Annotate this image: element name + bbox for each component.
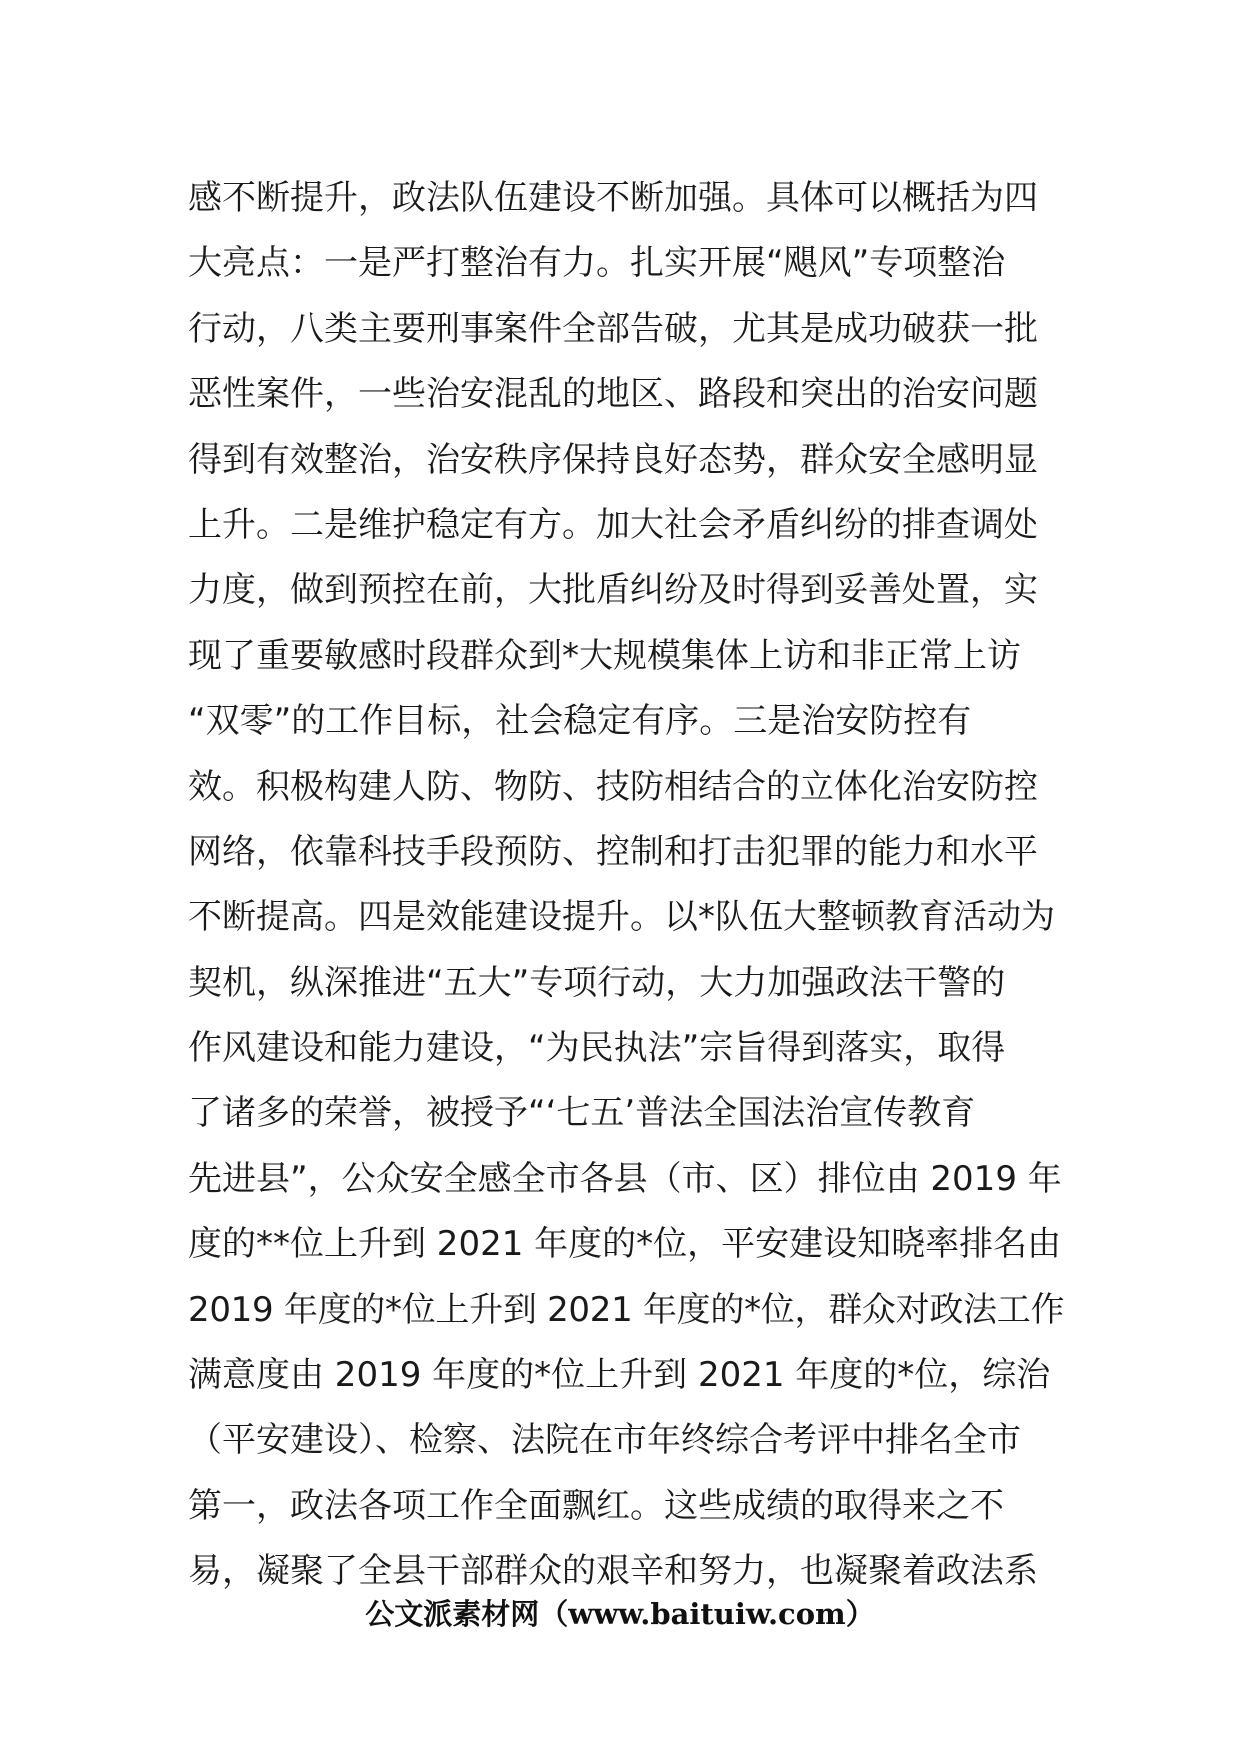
body-line: 上升。二是维护稳定有方。加大社会矛盾纠纷的排查调处 <box>188 504 1038 545</box>
body-line: 网络，依靠科技手段预防、控制和打击犯罪的能力和水平 <box>188 831 1038 872</box>
body-line: 先进县”，公众安全感全市各县（市、区）排位由 2019 年 <box>188 1158 1062 1199</box>
body-line: 现了重要敏感时段群众到*大规模集体上访和非正常上访 <box>188 635 1021 676</box>
body-line: 得到有效整治，治安秩序保持良好态势，群众安全感明显 <box>188 439 1038 480</box>
body-line: 第一，政法各项工作全面飘红。这些成绩的取得来之不 <box>188 1485 1004 1526</box>
body-line: 2019 年度的*位上升到 2021 年度的*位，群众对政法工作 <box>188 1289 1065 1330</box>
body-line: 作风建设和能力建设，“为民执法”宗旨得到落实，取得 <box>188 1028 1006 1069</box>
page-footer-watermark: 公文派素材网（www.baituiw.com） <box>365 1597 875 1631</box>
body-line: 度的**位上升到 2021 年度的*位，平安建设知晓率排名由 <box>188 1224 1062 1265</box>
document-body <box>188 166 1064 1605</box>
body-line: 了诸多的荣誉，被授予“‘七五’普法全国法治宣传教育 <box>188 1093 976 1134</box>
body-line: 易，凝聚了全县干部群众的艰辛和努力，也凝聚着政法系 <box>188 1551 1038 1592</box>
body-line: 大亮点：一是严打整治有力。扎实开展“飓风”专项整治 <box>188 243 1006 284</box>
body-line: 效。积极构建人防、物防、技防相结合的立体化治安防控 <box>188 766 1038 807</box>
body-line: 不断提高。四是效能建设提升。以*队伍大整顿教育活动为 <box>188 897 1055 938</box>
body-line: （平安建设）、检察、法院在市年终综合考评中排名全市 <box>188 1420 1021 1461</box>
body-line: 恶性案件，一些治安混乱的地区、路段和突出的治安问题 <box>188 374 1038 415</box>
body-line: 契机，纵深推进“五大”专项行动，大力加强政法干警的 <box>188 962 1006 1003</box>
body-line: 满意度由 2019 年度的*位上升到 2021 年度的*位，综治 <box>188 1355 1051 1396</box>
body-line: 力度，做到预控在前，大批盾纠纷及时得到妥善处置，实 <box>188 570 1038 611</box>
body-line: 行动，八类主要刑事案件全部告破，尤其是成功破获一批 <box>188 308 1038 349</box>
body-line: “双零”的工作目标，社会稳定有序。三是治安防控有 <box>188 701 972 742</box>
body-line: 感不断提升，政法队伍建设不断加强。具体可以概括为四 <box>188 178 1038 218</box>
